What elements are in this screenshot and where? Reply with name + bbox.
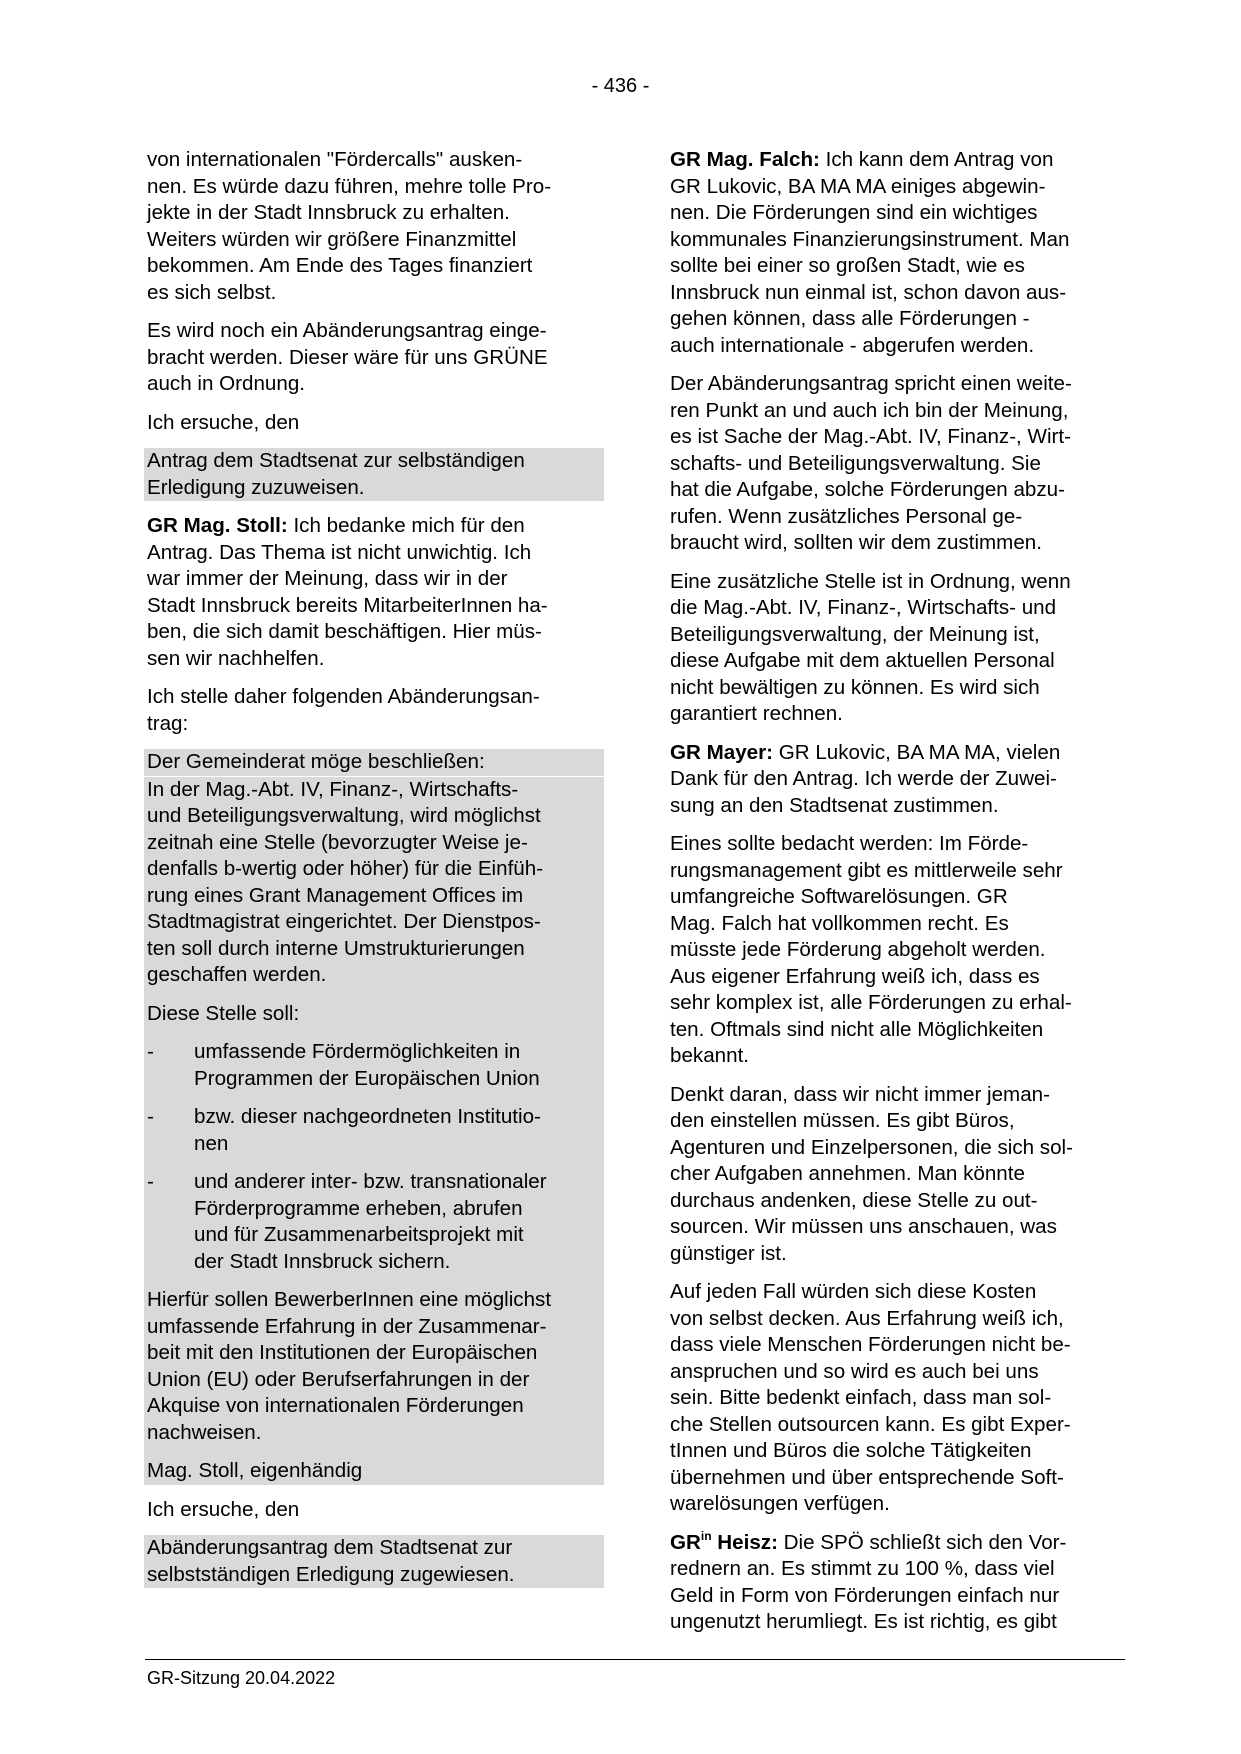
speech-text: GR Lukovic, BA MA MA, vielen Dank für den Antrag. Ich werde der Zuwei- sung an den Stadtsenat zustimmen. [670,740,1061,817]
speech-stoll [147,513,602,672]
right-column [670,147,1125,1648]
paragraph: Eine zusätzliche Stelle ist in Ordnung, wenn die Mag.-Abt. IV, Finanz-, Wirtschafts- und Beteiligungsverwaltung, der Meinung ist, diese Aufgabe mit dem aktuellen Personal nicht bewältigen zu können. Es wird sich garantiert rechnen. [670,569,1071,725]
speaker-name: GR Mayer: [670,740,773,764]
list-dash: - [147,1170,154,1193]
speaker-surname: Heisz: [711,1530,778,1554]
speaker-name: GR Mag. Stoll: [147,514,288,537]
speaker-name: GR Mag. Falch: [670,148,820,171]
paragraph: Ich ersuche, den [147,410,300,434]
speech-text: Ich kann dem Antrag von GR Lukovic, BA MA MA einiges abgewin- nen. Die Förderungen sind ein wichtiges kommunales Finanzierungsinstrument. Man sollte bei einer so großen Stadt, wie es Innsbruck nun einmal ist, schon davon aus- gehen können, dass alle Förderungen - auch internationale - abgerufen werden. [670,148,1070,357]
amendment-paragraph: Diese Stelle soll: [147,1001,300,1025]
motion-text: Antrag dem Stadtsenat zur selbständigen Erledigung zuzuweisen. [144,448,604,501]
paragraph: Es wird noch ein Abänderungsantrag einge- bracht werden. Dieser wäre für uns GRÜNE auch in Ordnung. [147,319,548,395]
amendment-paragraph: Hierfür sollen BewerberInnen eine möglichst umfassende Erfahrung in der Zusammenar- beit mit den Institutionen der Europäischen Union (EU) oder Berufserfahrungen in der Akquise von internationalen Förderungen nachweisen. [147,1288,552,1444]
list-dash: - [147,1040,154,1063]
page-number: - 436 - [591,75,650,97]
speaker-name [670,1528,778,1554]
paragraph: Ich ersuche, den [147,1497,300,1521]
list-dash: - [147,1105,154,1128]
amendment-paragraph: In der Mag.-Abt. IV, Finanz-, Wirtschafts- und Beteiligungsverwaltung, wird möglichst zeitnah eine Stelle (bevorzugter Weise je- denfalls b-wertig oder höher) für die Einfüh- rung eines Grant Management Offices im Stadtmagistrat eingerichtet. Der Dienstpos- ten soll durch interne Umstrukturierungen geschaffen werden. [147,777,544,986]
speech-heisz [670,1530,1125,1636]
amendment-body [144,777,604,1485]
list-item-text: und anderer inter- bzw. transnationaler Förderprogramme erheben, abrufen und für Zusammenarbeitsprojekt mit der Stadt Innsbruck sichern. [194,1170,547,1273]
speech-mayer [670,740,1125,820]
motion-text: Abänderungsantrag dem Stadtsenat zur selbstständigen Erledigung zugewiesen. [144,1535,604,1588]
paragraph: Auf jeden Fall würden sich diese Kosten von selbst decken. Aus Erfahrung weiß ich, dass viele Menschen Förderungen nicht be- anspruchen und so wird es auch bei uns sein. Bitte bedenkt einfach, dass man sol- che Stellen outsourcen kann. Es gibt Exper- tInnen und Büros die solche Tätigkeiten übernehmen und über entsprechende Soft- warelösungen verfügen. [670,1280,1071,1515]
paragraph: von internationalen "Fördercalls" ausken- nen. Es würde dazu führen, mehre tolle Pro- jekte in der Stadt Innsbruck zu erhalten. Weiters würden wir größere Finanzmittel bekommen. Am Ende des Tages finanziert es sich selbst. [147,148,552,304]
speech-falch [670,147,1125,359]
list-item [147,1104,602,1157]
paragraph: Ich stelle daher folgenden Abänderungsan- trag: [147,685,540,735]
amendment-signature: Mag. Stoll, eigenhändig [147,1459,363,1482]
speech-text: Die SPÖ schließt sich den Vor- rednern an. Es stimmt zu 100 %, dass viel Geld in Form von Förderungen einfach nur ungenutzt herumliegt. Es ist richtig, es gibt [670,1530,1067,1633]
list-item [147,1169,602,1275]
list-item [147,1039,602,1092]
speaker-title-suffix: in [700,1528,712,1543]
paragraph: Eines sollte bedacht werden: Im Förde- rungsmanagement gibt es mittlerweile sehr umfangreiche Softwarelösungen. GR Mag. Falch hat vollkommen recht. Es müsste jede Förderung abgeholt werden. Aus eigener Erfahrung weiß ich, dass es sehr komplex ist, alle Förderungen zu erhal- ten. Oftmals sind nicht alle Möglichkeiten bekannt. [670,832,1072,1067]
speaker-title: GR [670,1530,701,1554]
left-column [147,147,602,1600]
paragraph: Denkt daran, dass wir nicht immer jeman- den einstellen müssen. Es gibt Büros, Agenturen und Einzelpersonen, die sich sol- cher Aufgaben annehmen. Man könnte durchaus andenken, diese Stelle zu out- sourcen. Wir müssen uns anschauen, was günstiger ist. [670,1082,1073,1265]
list-item-text: bzw. dieser nachgeordneten Institutio- nen [194,1105,541,1155]
footer-rule [145,1659,1125,1660]
footer-text: GR-Sitzung 20.04.2022 [147,1668,336,1688]
amendment-intro: Der Gemeinderat möge beschließen: [144,749,604,776]
speech-text: Ich bedanke mich für den Antrag. Das Thema ist nicht unwichtig. Ich war immer der Meinung, dass wir in der Stadt Innsbruck bereits MitarbeiterInnen ha- ben, die sich damit beschäftigen. Hier müs- sen wir nachhelfen. [147,514,548,670]
paragraph: Der Abänderungsantrag spricht einen weite- ren Punkt an und auch ich bin der Meinung, es ist Sache der Mag.-Abt. IV, Finanz-, Wirt- schafts- und Beteiligungsverwaltung. Sie hat die Aufgabe, solche Förderungen abzu- rufen. Wenn zusätzliches Personal ge- braucht wird, sollten wir dem zustimmen. [670,372,1072,554]
list-item-text: umfassende Fördermöglichkeiten in Programmen der Europäischen Union [194,1040,540,1090]
